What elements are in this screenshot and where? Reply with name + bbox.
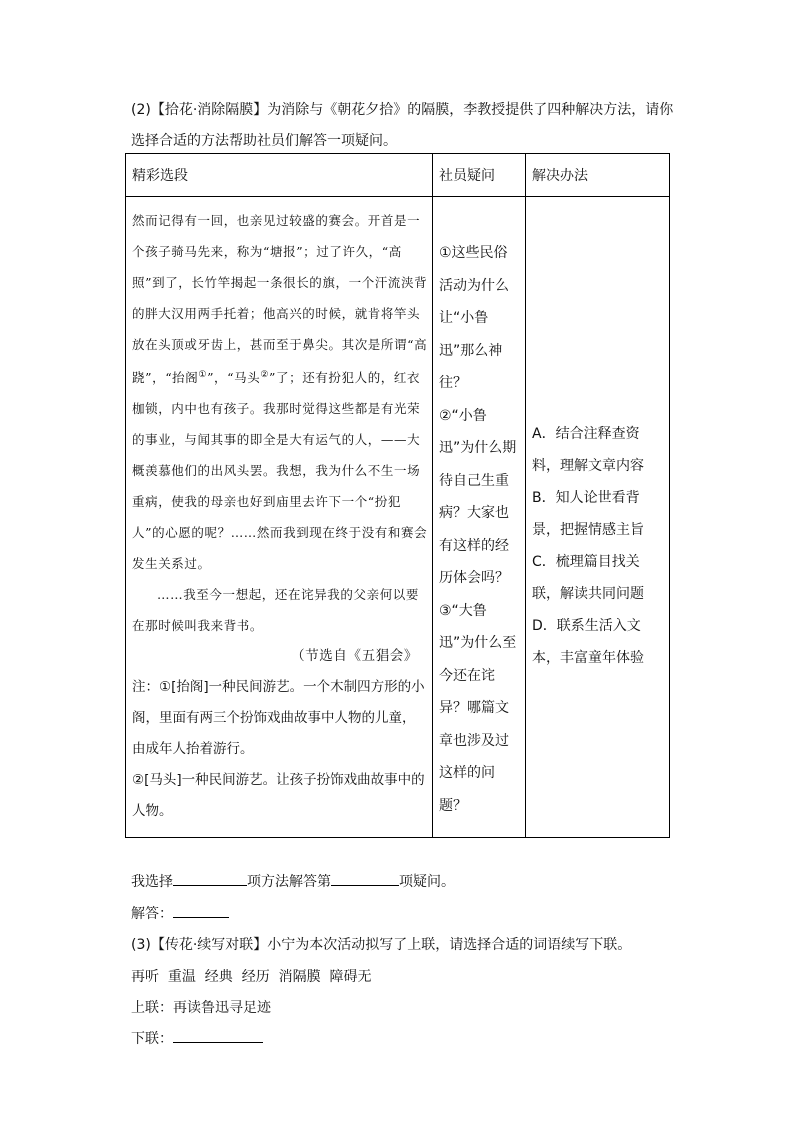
question-3-intro: (3)【传花·续写对联】小宁为本次活动拟写了上联，请选择合适的词语续写下联。 (131, 937, 632, 953)
notes (126, 672, 432, 837)
table-body-row (126, 197, 670, 838)
lower-couplet-line: 下联： (131, 1028, 263, 1048)
excerpt-cell (126, 197, 433, 838)
word-choices: 再听 重温 经典 经历 消隔膜 障碍无 (131, 969, 372, 985)
lower-couplet-blank[interactable] (173, 1028, 263, 1043)
passage-text: 然而记得有一回，也亲见过较盛的赛会。开首是一个孩子骑马先来，称为“塘报”；过了许久，“高照”到了，长竹竿揭起一条很长的旗，一个汗流浃背的胖大汉用两手托着；他高兴的时候，就肯将竿头放在头顶或牙齿上，甚而至于鼻尖。其次是所谓“高跷”，“抬阁①”，“马头②”了；还有扮犯人的，红衣枷锁，内中也有孩子。我那时觉得这些都是有光荣的事业，与闻其事的即全是大有运气的人，——大概羡慕他们的出风头罢。我想，我为什么不生一场重病，使我的母亲也好到庙里去许下一个“扮犯人”的心愿的呢？……然而我到现在终于没有和赛会发生关系过。 ……我至今一想起，还在诧异我的父亲何以要在那时候叫我来背书。 （节选自《五猖会》 (126, 197, 432, 672)
reading-table (125, 153, 670, 838)
note-mark-1: ① (198, 370, 208, 380)
note-2: ②[马头]一种民间游艺。让孩子扮饰戏曲故事中的人物。 (132, 772, 425, 820)
question-3: ③“大鲁迅”为什么至今还在诧异？哪篇文章也涉及过这样的问题？ (439, 602, 517, 814)
passage-source: （节选自《五猖会》 (291, 648, 418, 665)
answer-line: 解答： (131, 903, 229, 923)
passage-closing: ……我至今一想起，还在诧异我的父亲何以要在那时候叫我来背书。 (132, 587, 420, 634)
question-2: ②“小鲁迅”为什么期待自己生重病？大家也有这样的经历体会吗？ (439, 407, 517, 586)
questions-cell (433, 197, 526, 838)
header-methods: 解决办法 (526, 154, 670, 197)
answer-blank[interactable] (173, 903, 229, 918)
table-header-row (126, 154, 670, 197)
question-1: ①这些民俗活动为什么让“小鲁迅”那么神往？ (439, 245, 509, 391)
question-blank[interactable] (331, 871, 399, 886)
header-questions: 社员疑问 (433, 154, 526, 197)
methods-cell (526, 197, 670, 838)
note-1: 注：①[抬阁]一种民间游艺。一个木制四方形的小阁，里面有两三个扮饰戏曲故事中人物的儿童，由成年人抬着游行。 (132, 679, 425, 758)
note-mark-2: ② (260, 370, 270, 380)
upper-couplet: 上联：再读鲁迅寻足迹 (131, 1000, 271, 1016)
header-excerpt: 精彩选段 (126, 154, 433, 197)
question-2-intro: (2)【拾花·消除隔膜】为消除与《朝花夕拾》的隔膜，李教授提供了四种解决方法，请你选择合适的方法帮助社员们解答一项疑问。 (131, 102, 674, 149)
methods-text: A．结合注释查资料，理解文章内容 B．知人论世看背景，把握情感主旨 C．梳理篇目找关联，解读共同问题 D．联系生活入文本，丰富童年体验 (532, 426, 644, 666)
choice-line: 我选择 项方法解答第 项疑问。 (131, 871, 455, 891)
method-blank[interactable] (173, 871, 247, 886)
